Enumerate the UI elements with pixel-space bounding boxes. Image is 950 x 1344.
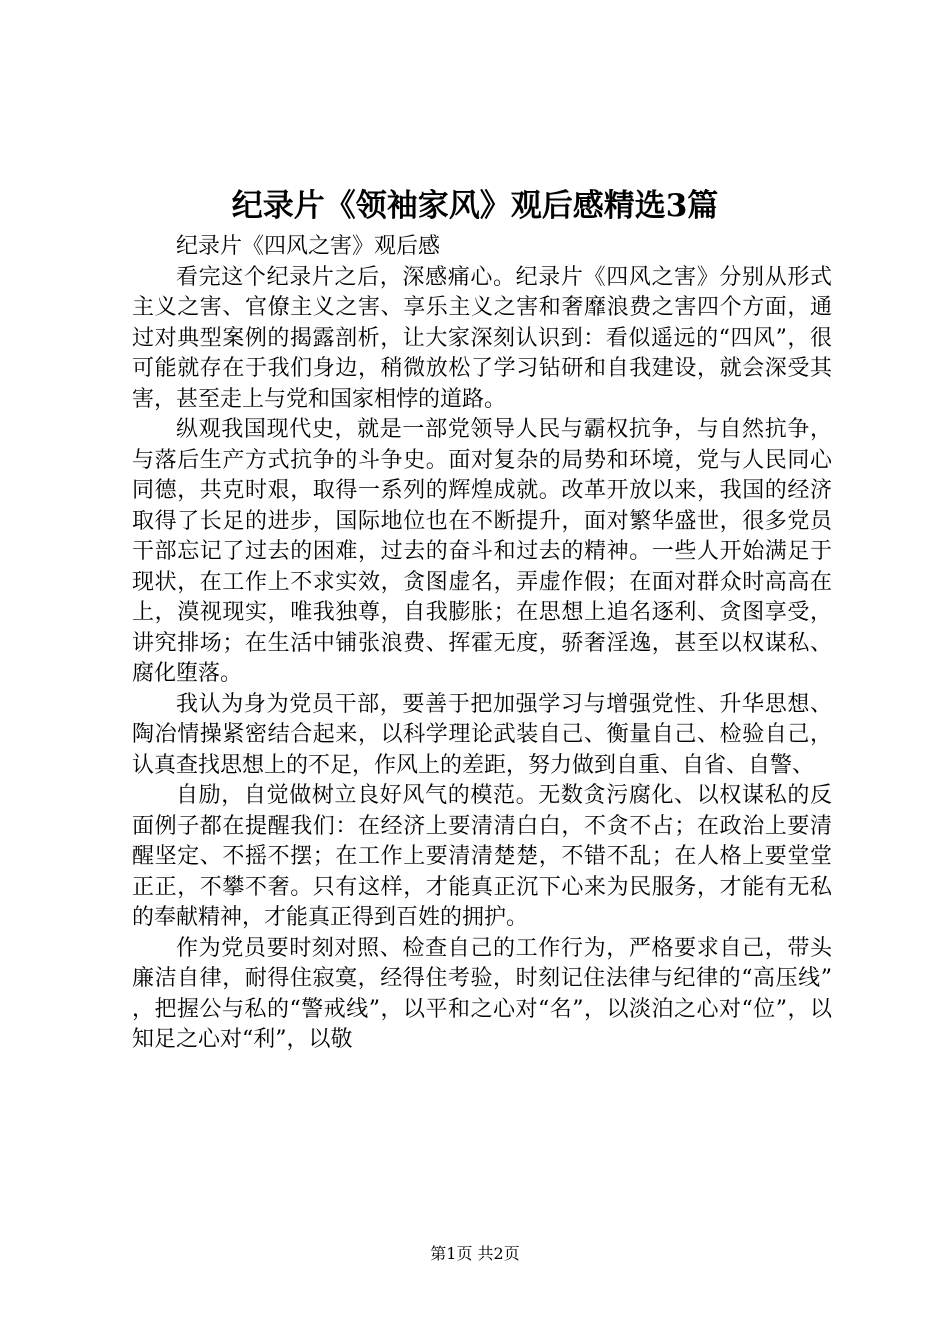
document-title: 纪录片《领袖家风》观后感精选3篇	[231, 188, 719, 224]
paragraph-2: 纵观我国现代史，就是一部党领导人民与霸权抗争，与自然抗争，与落后生产方式抗争的斗争史。面对复杂的局势和环境，党与人民同心同德，共克时艰，取得一系列的辉煌成就。改革开放以来，我国的经济取得了长足的进步，国际地位也在不断提升，面对繁华盛世，很多党员干部忘记了过去的困难，过去的奋斗和过去的精神。一些人开始满足于现状，在工作上不求实效，贪图虚名，弄虚作假；在面对群众时高高在上，漠视现实，唯我独尊，自我膨胀；在思想上追名逐利、贪图享受，讲究排场；在生活中铺张浪费、挥霍无度，骄奢淫逸，甚至以权谋私、腐化堕落。	[132, 417, 832, 686]
article-subtitle: 纪录片《四风之害》观后感	[176, 234, 441, 259]
page-number-footer: 第1页 共2页	[430, 1244, 520, 1263]
document-body	[132, 232, 832, 1056]
paragraph-1: 看完这个纪录片之后，深感痛心。纪录片《四风之害》分别从形式主义之害、官僚主义之害、享乐主义之害和奢靡浪费之害四个方面，通过对典型案例的揭露剖析，让大家深刻认识到：看似遥远的“四风”，很可能就存在于我们身边，稍微放松了学习钻研和自我建设，就会深受其害，甚至走上与党和国家相悖的道路。	[132, 264, 832, 412]
paragraph-4: 自励，自觉做树立良好风气的模范。无数贪污腐化、以权谋私的反面例子都在提醒我们：在经济上要清清白白，不贪不占；在政治上要清醒坚定、不摇不摆；在工作上要清清楚楚，不错不乱；在人格上要堂堂正正，不攀不奢。只有这样，才能真正沉下心来为民服务，才能有无私的奉献精神，才能真正得到百姓的拥护。	[132, 783, 832, 930]
paragraph-5: 作为党员要时刻对照、检查自己的工作行为，严格要求自己，带头廉洁自律，耐得住寂寞，经得住考验，时刻记住法律与纪律的“高压线”，把握公与私的“警戒线”，以平和之心对“名”，以淡泊之心对“位”，以知足之心对“利”，以敬	[132, 935, 832, 1052]
paragraph-3: 我认为身为党员干部，要善于把加强学习与增强党性、升华思想、陶冶情操紧密结合起来，以科学理论武装自己、衡量自己、检验自己，认真查找思想上的不足，作风上的差距，努力做到自重、自省、自警、	[132, 691, 832, 778]
